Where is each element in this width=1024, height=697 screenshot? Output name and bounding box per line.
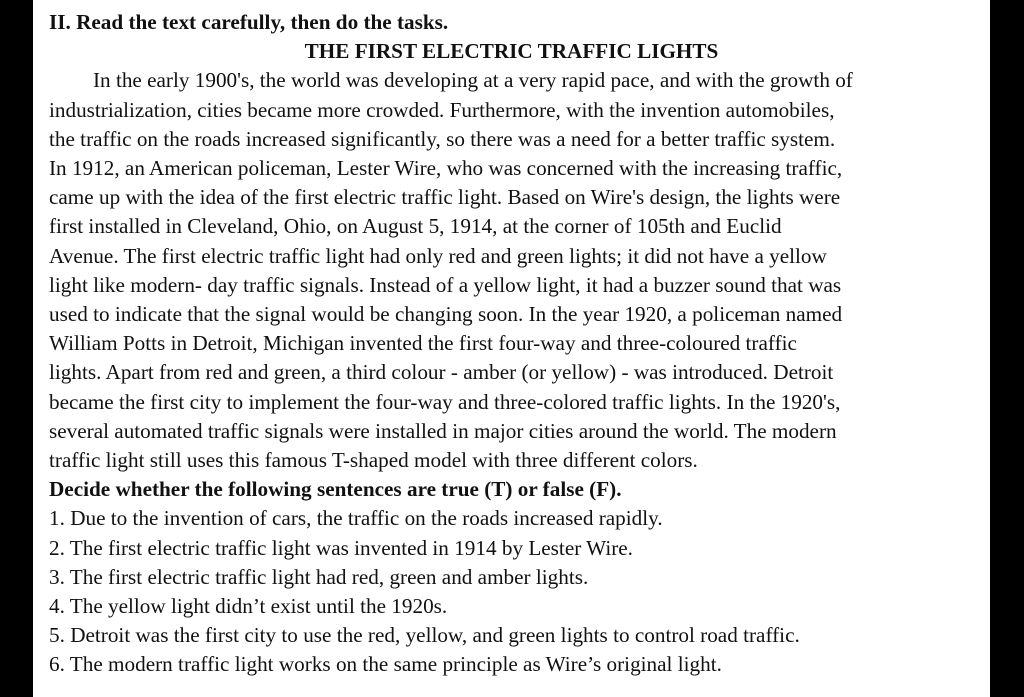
passage-line: several automated traffic signals were installed in major cities around the world. The modern: [49, 418, 837, 443]
passage-line: In 1912, an American policeman, Lester Wire, who was concerned with the increasing traffic,: [49, 156, 843, 181]
worksheet-page: [33, 0, 990, 697]
passage-line: first installed in Cleveland, Ohio, on August 5, 1914, at the corner of 105th and Euclid: [49, 214, 782, 239]
passage-line: used to indicate that the signal would be changing soon. In the year 1920, a policeman named: [49, 302, 843, 327]
statement-item: 1. Due to the invention of cars, the traffic on the roads increased rapidly.: [49, 506, 663, 531]
section-heading: II. Read the text carefully, then do the tasks.: [49, 10, 449, 34]
passage-line: industrialization, cities became more crowded. Furthermore, with the invention automobiles,: [49, 97, 835, 122]
passage-line: William Potts in Detroit, Michigan invented the first four-way and three-coloured traffic: [49, 331, 797, 356]
passage-line: the traffic on the roads increased significantly, so there was a need for a better traffic system.: [49, 126, 836, 151]
statement-item: 3. The first electric traffic light had red, green and amber lights.: [49, 564, 589, 589]
reading-passage: [49, 66, 990, 475]
passage-line: light like modern- day traffic signals. Instead of a yellow light, it had a buzzer sound that was: [49, 272, 842, 297]
passage-line: became the first city to implement the four-way and three-colored traffic lights. In the 1920's,: [49, 389, 841, 414]
passage-line: lights. Apart from red and green, a third colour - amber (or yellow) - was introduced. Detroit: [49, 360, 834, 385]
statement-item: 4. The yellow light didn’t exist until the 1920s.: [49, 594, 448, 619]
passage-line: traffic light still uses this famous T-shaped model with three different colors.: [49, 448, 698, 473]
passage-line: Avenue. The first electric traffic light had only red and green lights; it did not have a yellow: [49, 243, 827, 268]
task-instructions: Decide whether the following sentences are true (T) or false (F).: [49, 477, 622, 502]
statement-item: 5. Detroit was the first city to use the red, yellow, and green lights to control road traffic.: [49, 623, 800, 648]
passage-title: THE FIRST ELECTRIC TRAFFIC LIGHTS: [304, 39, 719, 64]
passage-line: In the early 1900's, the world was developing at a very rapid pace, and with the growth of: [93, 68, 853, 93]
passage-line: came up with the idea of the first electric traffic light. Based on Wire's design, the lights were: [49, 185, 841, 210]
statement-item: 6. The modern traffic light works on the same principle as Wire’s original light.: [49, 652, 722, 677]
true-false-list: [49, 504, 990, 679]
statement-item: 2. The first electric traffic light was invented in 1914 by Lester Wire.: [49, 535, 633, 560]
